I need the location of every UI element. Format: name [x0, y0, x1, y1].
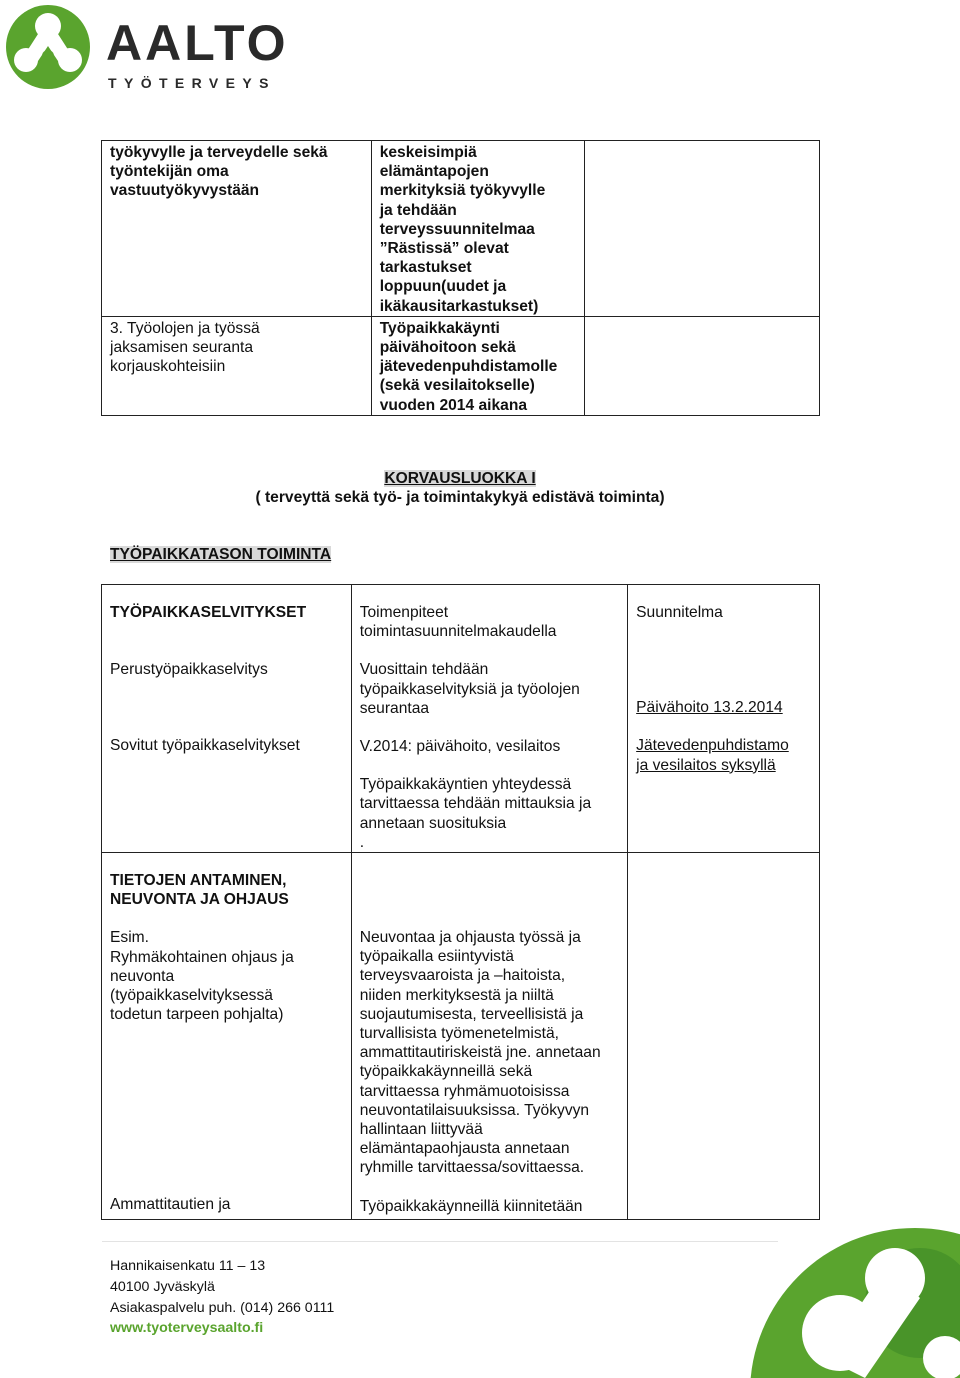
level-heading-text: TYÖPAIKKATASON TOIMINTA [110, 546, 332, 563]
cell-line: jaksamisen seuranta [110, 339, 254, 357]
cell-line: Ammattitautien ja [110, 1196, 231, 1214]
cell-line: ryhmille tarvittaessa/sovittaessa. [359, 1159, 585, 1177]
footer-street: Hannikaisenkatu 11 – 13 [110, 1258, 266, 1274]
cell-line: neuvonta [110, 967, 175, 985]
cell-line: todetun tarpeen pohjalta) [110, 1006, 284, 1024]
cell-line: tarvittaessa tehdään mittauksia ja [359, 795, 592, 813]
cell-line: Työpaikkakäyntien yhteydessä [359, 776, 572, 794]
column-header: TIETOJEN ANTAMINEN, [110, 872, 287, 890]
column-header: toimintasuunnitelmakaudella [359, 623, 557, 641]
plan-link-water[interactable]: ja vesilaitos syksyllä [636, 756, 776, 774]
table-cell [628, 585, 820, 853]
cell-line: Työpaikkakäynneillä kiinnitetään [359, 1197, 583, 1215]
cell-line: hallintaan liittyvää [359, 1121, 483, 1139]
cell-line: työpaikkaselvityksiä ja työolojen [359, 680, 580, 698]
plan-link-daycare[interactable]: Päivähoito 13.2.2014 [636, 699, 783, 717]
cell-line: merkityksiä työkyvylle [379, 182, 546, 200]
cell-line: Vuosittain tehdään [359, 661, 489, 679]
cell-line: ikäkausitarkastukset) [379, 297, 539, 315]
plan-link-water[interactable]: Jätevedenpuhdistamo [636, 737, 789, 755]
cell-line: terveysvaaroista ja –haitoista, [359, 967, 566, 985]
table-cell [102, 853, 352, 1220]
cell-line: Sovitut työpaikkaselvitykset [110, 737, 300, 755]
table-row [102, 316, 820, 415]
cell-line: Perustyöpaikkaselvitys [110, 661, 268, 679]
level-heading [110, 545, 331, 564]
cell-line: seurantaa [359, 699, 430, 717]
aalto-logo [4, 4, 294, 94]
cell-line: korjauskohteisiin [110, 358, 226, 376]
cell-line: turvallisista työmenetelmistä, [359, 1025, 560, 1043]
cell-line: Työpaikkakäynti [379, 319, 500, 337]
table-cell [351, 853, 627, 1220]
cell-line: työkyvylle ja terveydelle sekä [110, 144, 328, 161]
table-cell [584, 316, 819, 415]
cell-line: Esim. [110, 929, 149, 947]
cell-line: niiden merkityksestä ja niiltä [359, 986, 554, 1004]
cell-line: neuvontatilaisuuksissa. Työkyvyn [359, 1101, 590, 1119]
cell-line: annetaan suosituksia [359, 814, 507, 832]
table-cell [102, 141, 372, 317]
footer-phone: Asiakaspalvelu puh. (014) 266 0111 [110, 1299, 335, 1316]
footer-website-link[interactable]: www.tyoterveysaalto.fi [110, 1320, 264, 1337]
cell-line: jätevedenpuhdistamolle [379, 358, 558, 376]
cell-line: työntekijän oma [110, 163, 229, 181]
cell-line: vuoden 2014 aikana [379, 396, 528, 414]
cell-line: työpaikkakäynneillä sekä [359, 1063, 533, 1081]
cell-line: tarkastukset [379, 259, 472, 277]
table-cell [351, 585, 627, 853]
table-row [102, 141, 820, 317]
table-cell [584, 141, 819, 317]
footer [110, 1256, 334, 1339]
cell-line: (sekä vesilaitokselle) [379, 377, 535, 395]
cell-line: elämäntapojen [379, 163, 489, 181]
continuation-table [101, 140, 820, 416]
column-header: NEUVONTA JA OHJAUS [110, 891, 289, 909]
footer-city: 40100 Jyväskylä [110, 1278, 215, 1295]
section-title [0, 469, 920, 488]
cell-line: päivähoitoon sekä [379, 339, 516, 357]
cell-line: vastuutyökyvystään [110, 182, 260, 200]
cell-line: V.2014: päivähoito, vesilaitos [359, 738, 561, 756]
footer-divider [102, 1241, 778, 1242]
table-cell [371, 316, 584, 415]
column-header: TYÖPAIKKASELVITYKSET [110, 604, 307, 621]
cell-line: . [359, 833, 365, 851]
brand-subtitle: TYÖTERVEYS [108, 75, 276, 91]
cell-line: 3. Työolojen ja työssä [110, 319, 260, 337]
cell-line: työpaikalla esiintyvistä [359, 948, 514, 966]
table-cell [628, 853, 820, 1220]
section-title-text: KORVAUSLUOKKA I [384, 470, 536, 487]
cell-line: keskeisimpiä [379, 144, 477, 161]
table-row [102, 585, 820, 853]
cell-line: Ryhmäkohtainen ohjaus ja [110, 948, 294, 966]
aalto-logo-icon [4, 4, 92, 90]
cell-line: suojautumisesta, terveellisistä ja [359, 1005, 584, 1023]
cell-line: terveyssuunnitelmaa [379, 220, 535, 238]
table-cell [371, 141, 584, 317]
cell-line: (työpaikkaselvityksessä [110, 987, 273, 1005]
cell-line: Neuvontaa ja ohjausta työssä ja [359, 929, 581, 947]
cell-line: ammattitautiriskeistä jne. annetaan [359, 1044, 601, 1062]
column-header: Suunnitelma [636, 604, 723, 621]
cell-line: ”Rästissä” olevat [379, 240, 509, 258]
section-subtitle: ( terveyttä sekä työ- ja toimintakykyä edistävä toiminta) [255, 489, 665, 506]
cell-line: elämäntapaohjausta annetaan [359, 1140, 570, 1158]
table-cell [102, 316, 372, 415]
decorative-corner-logo-icon [745, 1208, 960, 1378]
table-row [102, 853, 820, 1220]
cell-line: ja tehdään [379, 201, 457, 219]
cell-line: loppuun(uudet ja [379, 278, 507, 296]
activities-table [101, 584, 820, 1220]
column-header: Toimenpiteet [359, 604, 449, 621]
brand-name: AALTO [106, 15, 289, 71]
table-cell [102, 585, 352, 853]
cell-line: tarvittaessa ryhmämuotoisissa [359, 1082, 570, 1100]
